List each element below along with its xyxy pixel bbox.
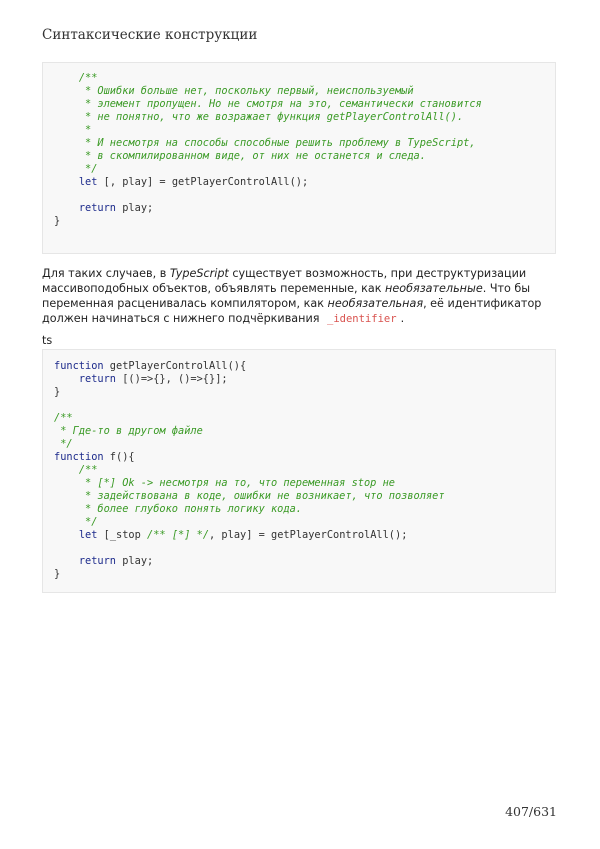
text-segment: переменная расценивалась компилятором, как: [42, 297, 328, 310]
code-token-comment: * задействована в коде, ошибки не возникает, что позволяет: [85, 490, 445, 502]
code-line: [54, 111, 482, 124]
code-token-comment: /**: [78, 464, 98, 476]
code-token-keyword: return: [78, 202, 117, 214]
running-header: Синтаксические конструкции: [42, 27, 258, 43]
code-line: [54, 215, 482, 228]
code-token-keyword: return: [78, 555, 117, 567]
code-token-plain: f(){: [103, 451, 135, 463]
code-token-plain: [54, 124, 85, 136]
code-block-2: [42, 349, 556, 593]
paragraph-line-3: [42, 296, 562, 311]
code-line: [54, 425, 445, 438]
code-line: [54, 137, 482, 150]
code-token-plain: [_stop: [97, 529, 148, 541]
code-line: [54, 516, 445, 529]
code-token-keyword: return: [78, 373, 117, 385]
text-segment: массивоподобных объектов, объявлять переменные, как: [42, 282, 386, 295]
text-segment: должен начинаться с нижнего подчёркивания: [42, 312, 324, 325]
code-line: [54, 85, 482, 98]
emphasis-optional-plural: необязательные: [385, 282, 483, 295]
code-token-comment: /** [*] */: [147, 529, 210, 541]
code-line: [54, 555, 445, 568]
emphasis-typescript: TypeScript: [169, 267, 229, 280]
code-token-comment: * элемент пропущен. Но не смотря на это, семантически становится: [85, 98, 482, 110]
code-token-comment: * более глубоко понять логику кода.: [85, 503, 302, 515]
code-token-keyword: let: [78, 529, 98, 541]
paragraph-line-2: [42, 281, 562, 296]
code-token-plain: [54, 373, 79, 385]
code-token-comment: /**: [54, 412, 73, 424]
code-token-comment: * Где-то в другом файле: [60, 425, 203, 437]
code-token-plain: [54, 137, 85, 149]
code-line: [54, 373, 445, 386]
code-line: [54, 150, 482, 163]
code-line: [54, 477, 445, 490]
code-line: [54, 98, 482, 111]
paragraph-line-1: [42, 266, 562, 281]
code-token-comment: * в скомпилированном виде, от них не останется и следа.: [85, 150, 426, 162]
code-block-2-content: [54, 360, 445, 581]
text-segment: существует возможность, при деструктуризации: [228, 267, 527, 280]
code-token-comment: */: [60, 438, 73, 450]
explanation-paragraph: [42, 266, 562, 327]
code-line: [54, 529, 445, 542]
code-block-1: [42, 62, 556, 254]
text-segment: . Что бы: [482, 282, 531, 295]
code-token-plain: [54, 516, 85, 528]
code-line: [54, 438, 445, 451]
code-token-plain: [54, 555, 79, 567]
text-segment: .: [400, 312, 405, 325]
code-token-plain: }: [54, 568, 61, 580]
code-line: [54, 568, 445, 581]
code-block-1-content: [54, 72, 482, 228]
code-line: [54, 202, 482, 215]
code-line: [54, 72, 482, 85]
code-token-keyword: function: [54, 451, 104, 463]
code-token-keyword: let: [78, 176, 98, 188]
code-token-plain: play;: [116, 555, 154, 567]
code-token-keyword: function: [54, 360, 104, 372]
code-line: [54, 490, 445, 503]
code-token-comment: */: [85, 516, 98, 528]
code-token-plain: [54, 85, 85, 97]
code-token-plain: }: [54, 215, 61, 227]
code-token-comment: * Ошибки больше нет, поскольку первый, неиспользуемый: [85, 85, 414, 97]
code-token-comment: * И несмотря на способы способные решить проблему в TypeScript,: [85, 137, 476, 149]
code-token-plain: [54, 202, 79, 214]
code-token-plain: [, play] = getPlayerControlAll();: [97, 176, 309, 188]
emphasis-optional-singular: необязательная: [327, 297, 424, 310]
code-token-plain: [54, 72, 79, 84]
code-line: [54, 386, 445, 399]
code-line: [54, 163, 482, 176]
code-line: [54, 412, 445, 425]
code-line: [54, 360, 445, 373]
code-line: [54, 124, 482, 137]
code-token-plain: [54, 111, 85, 123]
code-line: [54, 176, 482, 189]
code-token-plain: [54, 503, 85, 515]
code-language-label: ts: [42, 334, 53, 347]
code-token-plain: [54, 529, 79, 541]
code-token-plain: [54, 464, 79, 476]
code-token-plain: }: [54, 386, 61, 398]
code-token-plain: [54, 98, 85, 110]
code-token-plain: [54, 150, 85, 162]
code-line: [54, 451, 445, 464]
code-token-plain: [()=>{}, ()=>{}];: [116, 373, 228, 385]
page-number: 407/631: [505, 804, 557, 819]
code-token-plain: [54, 176, 79, 188]
code-token-plain: getPlayerControlAll(){: [103, 360, 247, 372]
paragraph-line-4: [42, 311, 562, 327]
code-token-comment: */: [85, 163, 98, 175]
code-token-plain: , play] = getPlayerControlAll();: [209, 529, 408, 541]
code-line: [54, 399, 445, 412]
inline-code-identifier: _identifier: [327, 313, 397, 325]
code-token-plain: play;: [116, 202, 154, 214]
code-token-comment: * [*] Ok -> несмотря на то, что переменная stop не: [85, 477, 395, 489]
text-segment: Для таких случаев, в: [42, 267, 170, 280]
code-token-plain: [54, 490, 85, 502]
code-token-comment: /**: [78, 72, 98, 84]
code-token-plain: [54, 477, 85, 489]
code-token-comment: * не понятно, что же возражает функция getPlayerControlAll().: [85, 111, 464, 123]
code-token-comment: *: [85, 124, 92, 136]
code-line: [54, 189, 482, 202]
text-segment: , её идентификатор: [423, 297, 542, 310]
code-token-plain: [54, 163, 85, 175]
code-line: [54, 542, 445, 555]
code-line: [54, 464, 445, 477]
code-line: [54, 503, 445, 516]
